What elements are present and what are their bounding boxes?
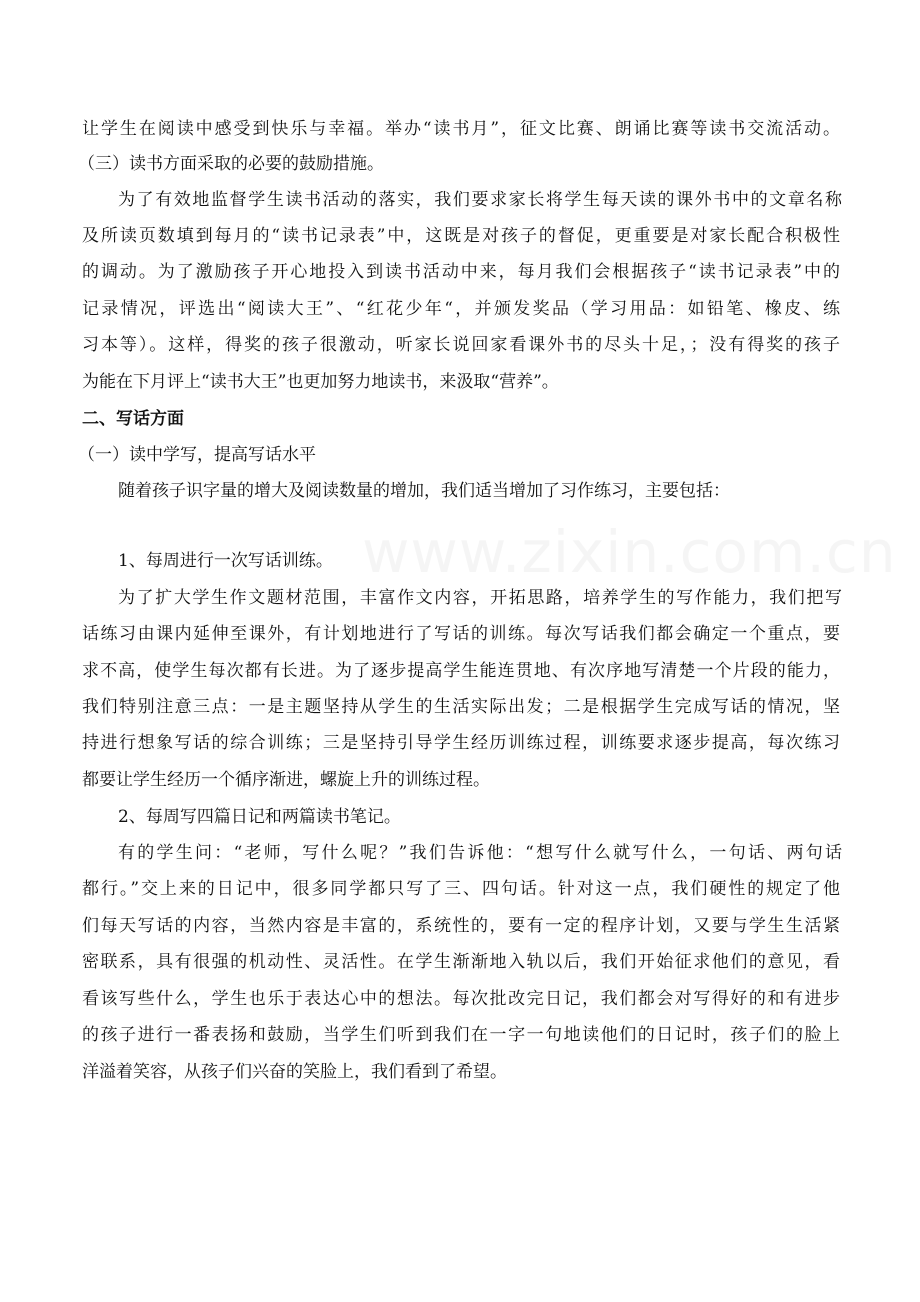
text-line-13: 为了扩大学生作文题材范围，丰富作文内容，开拓思路，培养学生的写作能力，我们把写 bbox=[118, 588, 842, 608]
text-line-14: 话练习由课内延伸至课外，有计划地进行了写话的训练。每次写话我们都会确定一个重点，要 bbox=[82, 624, 840, 644]
section-heading-2: 二、写话方面 bbox=[82, 409, 184, 429]
text-line-25: 的孩子进行一番表扬和鼓励，当学生们听到我们在一字一句地读他们的日记时，孩子们的脸上 bbox=[82, 1025, 840, 1045]
list-item-2: 2、每周写四篇日记和两篇读书笔记。 bbox=[118, 807, 401, 827]
text-line-15: 求不高，使学生每次都有长进。为了逐步提高学生能连贯地、有次序地写清楚一个片段的能力， bbox=[82, 661, 840, 681]
text-line-16: 我们特别注意三点：一是主题坚持从学生的生活实际出发；二是根据学生完成写话的情况，坚 bbox=[82, 697, 840, 717]
subheading-1: （一）读中学写，提高写话水平 bbox=[78, 445, 316, 465]
text-line-4: 及所读页数填到每月的“读书记录表”中，这既是对孩子的督促，更重要是对家长配合积极性 bbox=[82, 226, 840, 246]
list-item-1: 1、每周进行一次写话训练。 bbox=[118, 551, 333, 571]
text-line-3: 为了有效地监督学生读书活动的落实，我们要求家长将学生每天读的课外书中的文章名称 bbox=[118, 190, 842, 210]
subheading-3: （三）读书方面采取的必要的鼓励措施。 bbox=[78, 154, 384, 174]
text-line-17: 持进行想象写话的综合训练；三是坚持引导学生经历训练过程，训练要求逐步提高，每次练习 bbox=[82, 733, 840, 753]
text-line-21: 都行。”交上来的日记中，很多同学都只写了三、四句话。针对这一点，我们硬性的规定了他 bbox=[82, 879, 840, 899]
text-line-7: 习本等）。这样，得奖的孩子很激动，听家长说回家看课外书的尽头十足，；没有得奖的孩子 bbox=[82, 335, 840, 355]
text-line-23: 密联系，具有很强的机动性、灵活性。在学生渐渐地入轨以后，我们开始征求他们的意见，看 bbox=[82, 952, 840, 972]
text-line-6: 记录情况，评选出“阅读大王”、“红花少年“，并颁发奖品（学习用品：如铅笔、橡皮、练 bbox=[82, 299, 840, 319]
watermark: www.zixin.com.cn bbox=[362, 518, 897, 586]
text-line-11: 随着孩子识字量的增大及阅读数量的增加，我们适当增加了习作练习，主要包括： bbox=[118, 481, 730, 501]
text-line-24: 看该写些什么，学生也乐于表达心中的想法。每次批改完日记，我们都会对写得好的和有进步 bbox=[82, 989, 840, 1009]
text-line-18: 都要让学生经历一个循序渐进，螺旋上升的训练过程。 bbox=[82, 770, 490, 790]
text-line-8: 为能在下月评上“读书大王”也更加努力地读书，来汲取“营养”。 bbox=[82, 372, 559, 392]
text-line-1: 让学生在阅读中感受到快乐与幸福。举办“读书月”，征文比赛、朗诵比赛等读书交流活动。 bbox=[82, 119, 840, 139]
text-line-26: 洋溢着笑容，从孩子们兴奋的笑脸上，我们看到了希望。 bbox=[82, 1062, 507, 1082]
text-line-22: 们每天写话的内容，当然内容是丰富的，系统性的，要有一定的程序计划，又要与学生生活紧 bbox=[82, 916, 840, 936]
text-line-20: 有的学生问：“老师，写什么呢？”我们告诉他：“想写什么就写什么，一句话、两句话 bbox=[118, 843, 842, 863]
text-line-5: 的调动。为了激励孩子开心地投入到读书活动中来，每月我们会根据孩子“读书记录表”中的 bbox=[82, 262, 840, 282]
